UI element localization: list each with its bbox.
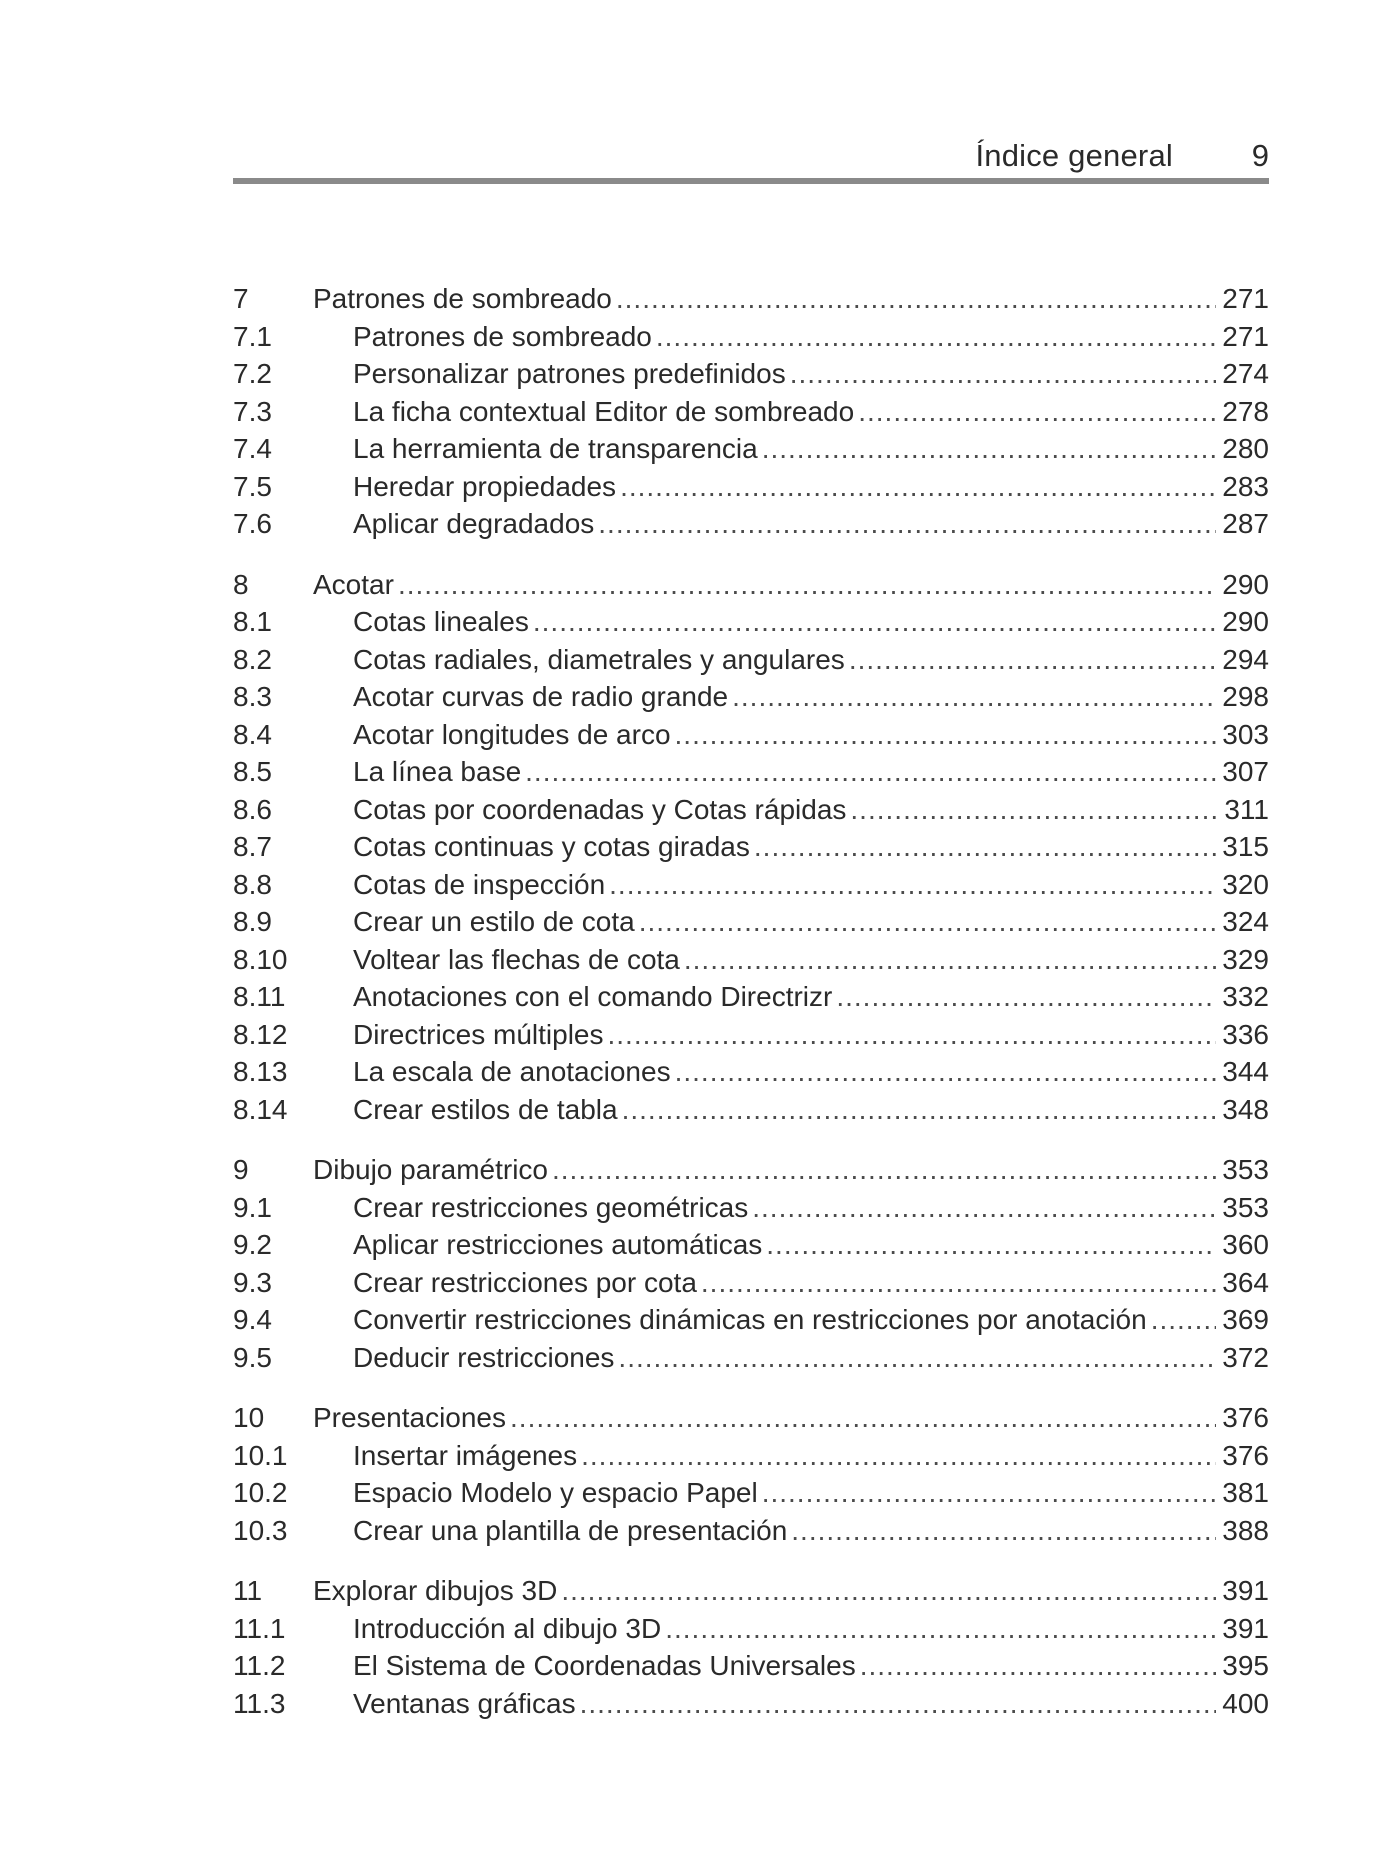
entry-page-number: 381: [1216, 1474, 1269, 1512]
entry-page-number: 320: [1216, 866, 1269, 904]
entry-title: Cotas radiales, diametrales y angulares: [353, 641, 849, 679]
entry-page-number: 278: [1216, 393, 1269, 431]
dot-leader: [616, 280, 1216, 318]
entry-number: 8.2: [233, 643, 272, 675]
entry-line: [353, 1610, 1269, 1648]
dot-leader: [849, 641, 1216, 679]
toc-section-entry[interactable]: [233, 355, 1269, 393]
entry-line: [353, 828, 1269, 866]
entry-line: [313, 1572, 1269, 1610]
entry-line: [353, 355, 1269, 393]
toc-section-entry[interactable]: [233, 641, 1269, 679]
dot-leader: [598, 505, 1216, 543]
entry-page-number: 283: [1216, 468, 1269, 506]
dot-leader: [762, 430, 1217, 468]
entry-line: [353, 1339, 1269, 1377]
toc-chapter-entry[interactable]: [233, 280, 1269, 318]
dot-leader: [766, 1226, 1216, 1264]
entry-title: Introducción al dibujo 3D: [353, 1610, 665, 1648]
entry-line: [353, 1437, 1269, 1475]
toc-section-entry[interactable]: [233, 1610, 1269, 1648]
entry-line: [353, 1091, 1269, 1129]
entry-title: Cotas por coordenadas y Cotas rápidas: [353, 791, 850, 829]
entry-number: 8.14: [233, 1093, 288, 1125]
entry-line: [313, 280, 1269, 318]
entry-title: Acotar curvas de radio grande: [353, 678, 732, 716]
entry-number: 9.3: [233, 1266, 272, 1298]
dot-leader: [620, 468, 1216, 506]
toc-section-entry[interactable]: [233, 1301, 1269, 1339]
entry-number: 8.4: [233, 718, 272, 750]
entry-number: 9.2: [233, 1229, 272, 1260]
entry-title: Explorar dibujos 3D: [313, 1572, 561, 1610]
entry-page-number: 280: [1216, 430, 1269, 468]
dot-leader: [525, 753, 1216, 791]
running-header-title: Índice general: [975, 138, 1173, 173]
entry-line: [353, 1647, 1269, 1685]
toc-section-entry[interactable]: [233, 1339, 1269, 1377]
entry-title: Insertar imágenes: [353, 1437, 581, 1475]
entry-number: 7.4: [233, 433, 272, 464]
entry-title: Crear una plantilla de presentación: [353, 1512, 791, 1550]
entry-number: 8.6: [233, 793, 272, 825]
entry-line: [353, 641, 1269, 679]
entry-page-number: 324: [1216, 903, 1269, 941]
entry-title: Aplicar degradados: [353, 505, 598, 543]
entry-line: [353, 978, 1269, 1016]
entry-number: 9.4: [233, 1304, 272, 1335]
entry-page-number: 290: [1216, 603, 1269, 641]
toc-section-entry[interactable]: [233, 791, 1269, 829]
toc-section-entry[interactable]: [233, 1226, 1269, 1264]
entry-page-number: 376: [1216, 1399, 1269, 1437]
toc-section-entry[interactable]: [233, 1264, 1269, 1302]
entry-page-number: 294: [1216, 641, 1269, 679]
entry-title: Acotar longitudes de arco: [353, 716, 675, 754]
dot-leader: [836, 978, 1216, 1016]
entry-number: 8.11: [233, 981, 286, 1012]
toc-section-entry[interactable]: [233, 903, 1269, 941]
entry-number: 8.1: [233, 606, 272, 637]
dot-leader: [860, 1647, 1217, 1685]
entry-title: Cotas continuas y cotas giradas: [353, 828, 754, 866]
entry-page-number: 376: [1216, 1437, 1269, 1475]
entry-page-number: 290: [1216, 566, 1269, 604]
entry-title: Convertir restricciones dinámicas en restricciones por anotación: [353, 1301, 1151, 1339]
entry-number: 8.9: [233, 906, 272, 937]
dot-leader: [622, 1091, 1217, 1129]
entry-line: [313, 1399, 1269, 1437]
entry-number: 7.2: [233, 358, 272, 389]
entry-page-number: 353: [1216, 1189, 1269, 1227]
entry-title: La herramienta de transparencia: [353, 430, 762, 468]
toc-chapter-block: [233, 280, 1269, 543]
entry-line: [353, 941, 1269, 979]
entry-page-number: 364: [1216, 1264, 1269, 1302]
toc-section-entry[interactable]: [233, 866, 1269, 904]
toc-section-entry[interactable]: [233, 505, 1269, 543]
entry-title: Cotas de inspección: [353, 866, 609, 904]
dot-leader: [675, 1053, 1217, 1091]
entry-number: 7.1: [233, 320, 272, 352]
entry-page-number: 274: [1216, 355, 1269, 393]
dot-leader: [639, 903, 1217, 941]
page-number: 9: [1251, 138, 1269, 173]
dot-leader: [762, 1474, 1217, 1512]
entry-line: [353, 1264, 1269, 1302]
entry-title: Cotas lineales: [353, 603, 533, 641]
entry-line: [353, 753, 1269, 791]
entry-page-number: 287: [1216, 505, 1269, 543]
toc-section-entry[interactable]: [233, 1189, 1269, 1227]
entry-title: Deducir restricciones: [353, 1339, 618, 1377]
toc-chapter-block: [233, 1151, 1269, 1376]
dot-leader: [608, 1016, 1217, 1054]
toc-section-entry[interactable]: [233, 716, 1269, 754]
entry-number: 8: [233, 568, 249, 600]
entry-number: 8.7: [233, 831, 272, 862]
dot-leader: [752, 1189, 1216, 1227]
toc-section-entry[interactable]: [233, 1512, 1269, 1550]
entry-page-number: 353: [1216, 1151, 1269, 1189]
toc-section-entry[interactable]: [233, 393, 1269, 431]
dot-leader: [398, 566, 1216, 604]
entry-number: 9.5: [233, 1341, 272, 1373]
toc-section-entry[interactable]: [233, 978, 1269, 1016]
table-of-contents: [233, 280, 1269, 1745]
dot-leader: [580, 1685, 1217, 1723]
entry-number: 7: [233, 283, 249, 314]
entry-title: Patrones de sombreado: [353, 318, 656, 356]
entry-title: Espacio Modelo y espacio Papel: [353, 1474, 762, 1512]
dot-leader: [1151, 1301, 1217, 1339]
entry-title: Dibujo paramétrico: [313, 1151, 552, 1189]
entry-title: La línea base: [353, 753, 525, 791]
entry-page-number: 271: [1216, 280, 1269, 318]
entry-title: La ficha contextual Editor de sombreado: [353, 393, 858, 431]
entry-line: [353, 1016, 1269, 1054]
entry-line: [313, 1151, 1269, 1189]
dot-leader: [684, 941, 1216, 979]
entry-title: Acotar: [313, 566, 398, 604]
entry-title: La escala de anotaciones: [353, 1053, 675, 1091]
entry-number: 7.6: [233, 508, 272, 539]
entry-number: 8.10: [233, 943, 288, 975]
entry-title: Directrices múltiples: [353, 1016, 608, 1054]
entry-number: 10: [233, 1402, 265, 1433]
entry-line: [353, 1685, 1269, 1723]
entry-page-number: 307: [1216, 753, 1269, 791]
entry-number: 9.1: [233, 1191, 272, 1223]
entry-number: 11.2: [233, 1650, 286, 1681]
dot-leader: [850, 791, 1218, 829]
entry-line: [353, 791, 1269, 829]
entry-page-number: 388: [1216, 1512, 1269, 1550]
toc-section-entry[interactable]: [233, 430, 1269, 468]
dot-leader: [533, 603, 1216, 641]
dot-leader: [618, 1339, 1216, 1377]
entry-page-number: 391: [1216, 1610, 1269, 1648]
entry-number: 10.2: [233, 1477, 288, 1508]
toc-section-entry[interactable]: [233, 603, 1269, 641]
entry-number: 8.8: [233, 868, 272, 900]
toc-section-entry[interactable]: [233, 753, 1269, 791]
dot-leader: [791, 1512, 1216, 1550]
toc-chapter-block: [233, 1399, 1269, 1549]
entry-number: 11.3: [233, 1687, 286, 1719]
entry-title: Anotaciones con el comando Directrizr: [353, 978, 836, 1016]
entry-line: [353, 505, 1269, 543]
toc-section-entry[interactable]: [233, 1016, 1269, 1054]
entry-title: Presentaciones: [313, 1399, 510, 1437]
entry-page-number: 332: [1216, 978, 1269, 1016]
dot-leader: [790, 355, 1217, 393]
entry-number: 11.1: [233, 1612, 286, 1644]
entry-number: 8.5: [233, 756, 272, 787]
entry-title: Ventanas gráficas: [353, 1685, 580, 1723]
dot-leader: [552, 1151, 1216, 1189]
entry-line: [353, 1226, 1269, 1264]
entry-title: Personalizar patrones predefinidos: [353, 355, 790, 393]
toc-section-entry[interactable]: [233, 678, 1269, 716]
entry-page-number: 400: [1216, 1685, 1269, 1723]
dot-leader: [656, 318, 1216, 356]
entry-page-number: 369: [1216, 1301, 1269, 1339]
entry-page-number: 344: [1216, 1053, 1269, 1091]
entry-number: 7.5: [233, 470, 272, 502]
toc-section-entry[interactable]: [233, 941, 1269, 979]
dot-leader: [675, 716, 1217, 754]
dot-leader: [858, 393, 1216, 431]
entry-title: El Sistema de Coordenadas Universales: [353, 1647, 860, 1685]
entry-line: [353, 866, 1269, 904]
entry-number: 8.3: [233, 681, 272, 712]
toc-section-entry[interactable]: [233, 1053, 1269, 1091]
entry-number: 7.3: [233, 395, 272, 427]
toc-chapter-entry[interactable]: [233, 1151, 1269, 1189]
entry-page-number: 372: [1216, 1339, 1269, 1377]
entry-line: [353, 318, 1269, 356]
entry-title: Voltear las flechas de cota: [353, 941, 684, 979]
entry-line: [353, 1474, 1269, 1512]
entry-page-number: 348: [1216, 1091, 1269, 1129]
toc-chapter-block: [233, 1572, 1269, 1722]
entry-line: [353, 468, 1269, 506]
toc-chapter-entry[interactable]: [233, 566, 1269, 604]
toc-section-entry[interactable]: [233, 1091, 1269, 1129]
dot-leader: [701, 1264, 1216, 1302]
entry-title: Heredar propiedades: [353, 468, 620, 506]
entry-page-number: 391: [1216, 1572, 1269, 1610]
entry-page-number: 311: [1218, 791, 1269, 829]
entry-line: [353, 1189, 1269, 1227]
dot-leader: [732, 678, 1216, 716]
dot-leader: [754, 828, 1216, 866]
toc-section-entry[interactable]: [233, 468, 1269, 506]
entry-page-number: 360: [1216, 1226, 1269, 1264]
entry-line: [353, 1512, 1269, 1550]
toc-section-entry[interactable]: [233, 1647, 1269, 1685]
entry-title: Patrones de sombreado: [313, 280, 616, 318]
entry-number: 11: [233, 1575, 263, 1606]
entry-title: Crear restricciones geométricas: [353, 1189, 752, 1227]
entry-line: [353, 393, 1269, 431]
toc-chapter-entry[interactable]: [233, 1399, 1269, 1437]
dot-leader: [561, 1572, 1216, 1610]
entry-line: [353, 678, 1269, 716]
toc-section-entry[interactable]: [233, 1437, 1269, 1475]
dot-leader: [665, 1610, 1216, 1648]
toc-section-entry[interactable]: [233, 1474, 1269, 1512]
entry-line: [353, 1053, 1269, 1091]
toc-section-entry[interactable]: [233, 318, 1269, 356]
entry-number: 10.1: [233, 1439, 288, 1471]
dot-leader: [510, 1399, 1216, 1437]
toc-section-entry[interactable]: [233, 828, 1269, 866]
dot-leader: [609, 866, 1216, 904]
entry-page-number: 271: [1216, 318, 1269, 356]
entry-title: Crear un estilo de cota: [353, 903, 639, 941]
entry-number: 8.13: [233, 1056, 288, 1087]
entry-number: 10.3: [233, 1514, 288, 1546]
entry-line: [353, 603, 1269, 641]
entry-page-number: 336: [1216, 1016, 1269, 1054]
entry-line: [353, 430, 1269, 468]
entry-page-number: 395: [1216, 1647, 1269, 1685]
entry-number: 9: [233, 1154, 249, 1185]
entry-page-number: 303: [1216, 716, 1269, 754]
entry-number: 8.12: [233, 1018, 288, 1050]
entry-page-number: 298: [1216, 678, 1269, 716]
entry-page-number: 315: [1216, 828, 1269, 866]
entry-title: Crear restricciones por cota: [353, 1264, 701, 1302]
toc-chapter-entry[interactable]: [233, 1572, 1269, 1610]
running-header: [233, 138, 1269, 176]
dot-leader: [581, 1437, 1216, 1475]
toc-chapter-block: [233, 566, 1269, 1129]
entry-line: [353, 1301, 1269, 1339]
entry-line: [313, 566, 1269, 604]
toc-section-entry[interactable]: [233, 1685, 1269, 1723]
entry-line: [353, 903, 1269, 941]
entry-page-number: 329: [1216, 941, 1269, 979]
header-divider: [233, 178, 1269, 184]
entry-title: Crear estilos de tabla: [353, 1091, 622, 1129]
entry-title: Aplicar restricciones automáticas: [353, 1226, 766, 1264]
entry-line: [353, 716, 1269, 754]
